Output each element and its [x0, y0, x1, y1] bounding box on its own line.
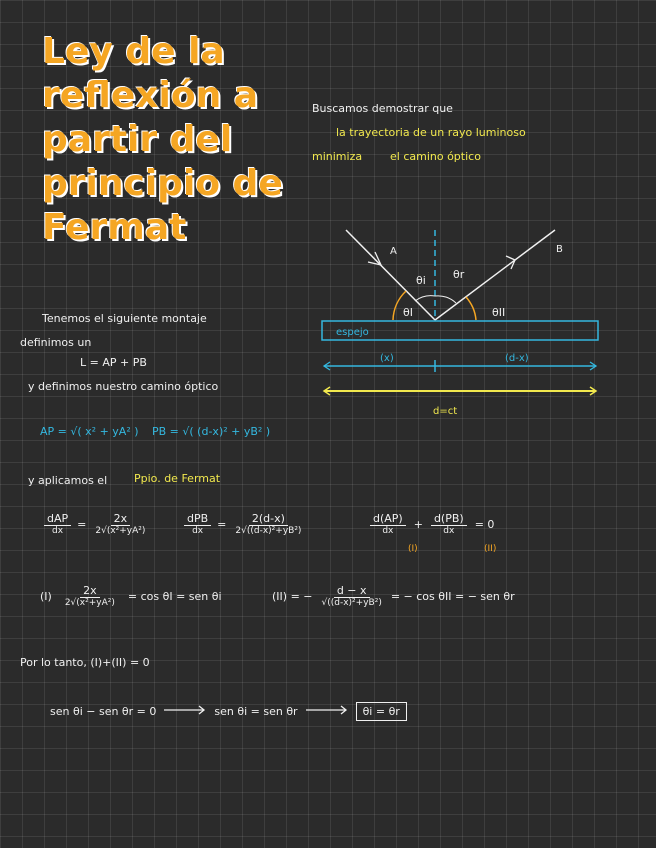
point-a-label: A — [390, 246, 397, 257]
theta-II-label: θII — [492, 306, 506, 319]
result-I-label: (I) — [40, 589, 52, 603]
dPB-den: dx — [192, 526, 204, 536]
reflection-diagram — [300, 220, 640, 420]
equals-zero: = 0 — [474, 517, 495, 531]
intro-line-2: la trayectoria de un rayo luminoso — [336, 126, 526, 139]
result-II-den: √((d-x)²+yB²) — [321, 598, 382, 608]
dPB-fraction — [184, 512, 211, 536]
intro-line-1: Buscamos demostrar que — [312, 102, 453, 115]
result-I-num: 2x — [80, 584, 100, 598]
sum-term-1-num: d(AP) — [370, 512, 406, 526]
result-II-fraction — [319, 584, 385, 608]
title-line: partir del — [42, 119, 233, 160]
tag-I: (I) — [408, 544, 418, 554]
sum-term-2-den: dx — [443, 526, 455, 536]
angle-arc-r — [435, 296, 456, 303]
result-I — [40, 584, 222, 608]
title-line: principio de — [42, 163, 283, 204]
theta-r-label: θr — [453, 268, 465, 281]
plus-sign: + — [413, 517, 423, 531]
result-II-num: d − x — [334, 584, 370, 598]
sum-term-2 — [431, 512, 467, 536]
intro-line-3-b: el camino óptico — [390, 150, 481, 163]
seg-dx-label: (d-x) — [505, 353, 529, 364]
dPB-rhs-fraction — [232, 512, 304, 536]
total-label: d=ct — [433, 406, 458, 417]
theta-I-label: θI — [403, 306, 413, 319]
mirror-label: espejo — [336, 327, 369, 338]
seg-x-label: (x) — [380, 353, 394, 364]
dAP-den: dx — [52, 526, 64, 536]
setup-line-2: definimos un — [20, 336, 92, 349]
step-1: sen θi − sen θr = 0 — [50, 705, 157, 718]
dAP-rhs-den: 2√(x²+yA²) — [95, 526, 146, 536]
title-line: Fermat — [42, 207, 187, 248]
setup-line-1: Tenemos el siguiente montaje — [42, 312, 207, 325]
result-II — [272, 584, 515, 608]
sum-term-1-den: dx — [382, 526, 394, 536]
result-I-den: 2√(x²+yA²) — [64, 598, 115, 608]
dPB-num: dPB — [184, 512, 211, 526]
fermat-principle-label: Ppio. de Fermat — [134, 472, 221, 485]
page-title — [42, 30, 302, 250]
arrow-icon — [306, 705, 348, 718]
sum-term-1 — [370, 512, 406, 536]
final-result-box: θi = θr — [356, 702, 407, 721]
dAP-fraction — [44, 512, 71, 536]
PB-definition: PB = √( (d-x)² + yB² ) — [152, 425, 271, 438]
conclusion-line-1: Por lo tanto, (I)+(II) = 0 — [20, 656, 150, 669]
dPB-rhs-den: 2√((d-x)²+yB²) — [235, 526, 302, 536]
dAP-rhs-num: 2x — [111, 512, 131, 526]
derivative-AP: $\frac{\text{dAP}}{dx}$ = $\frac{2x}{\text{2√(x²+yA²)}}$ — [44, 512, 148, 536]
result-II-rhs: = − cos θII = − sen θr — [390, 589, 515, 603]
theta-i-label: θi — [416, 274, 426, 287]
result-II-label: (II) = − — [272, 589, 313, 603]
step-2: sen θi = sen θr — [214, 705, 298, 718]
intro-line-3-a: minimiza — [312, 150, 363, 163]
point-b-label: B — [556, 244, 563, 255]
L-definition: L = AP + PB — [80, 356, 147, 369]
conclusion-steps — [50, 702, 407, 721]
arrow-icon — [164, 705, 206, 718]
title-line: reflexión a — [42, 75, 259, 116]
dPB-rhs-num: 2(d-x) — [249, 512, 288, 526]
dAP-rhs-fraction — [92, 512, 148, 536]
setup-line-3: y definimos nuestro camino óptico — [28, 380, 219, 393]
AP-definition: AP = √( x² + yA² ) — [40, 425, 139, 438]
dAP-num: dAP — [44, 512, 71, 526]
result-I-fraction — [62, 584, 118, 608]
apply-line: y aplicamos el — [28, 474, 108, 487]
tag-II: (II) — [484, 544, 497, 554]
angle-arc-II — [466, 297, 476, 320]
title-line: Ley de la — [42, 31, 225, 72]
result-I-rhs: = cos θI = sen θi — [127, 589, 222, 603]
fermat-sum — [370, 512, 494, 536]
angle-arc-i — [415, 296, 435, 301]
sum-term-2-num: d(PB) — [431, 512, 467, 526]
derivative-PB: $\frac{\text{dPB}}{dx}$ = $\frac{2(d-x)}{\text{2√((d-x)²+yB²)}}$ — [184, 512, 304, 536]
